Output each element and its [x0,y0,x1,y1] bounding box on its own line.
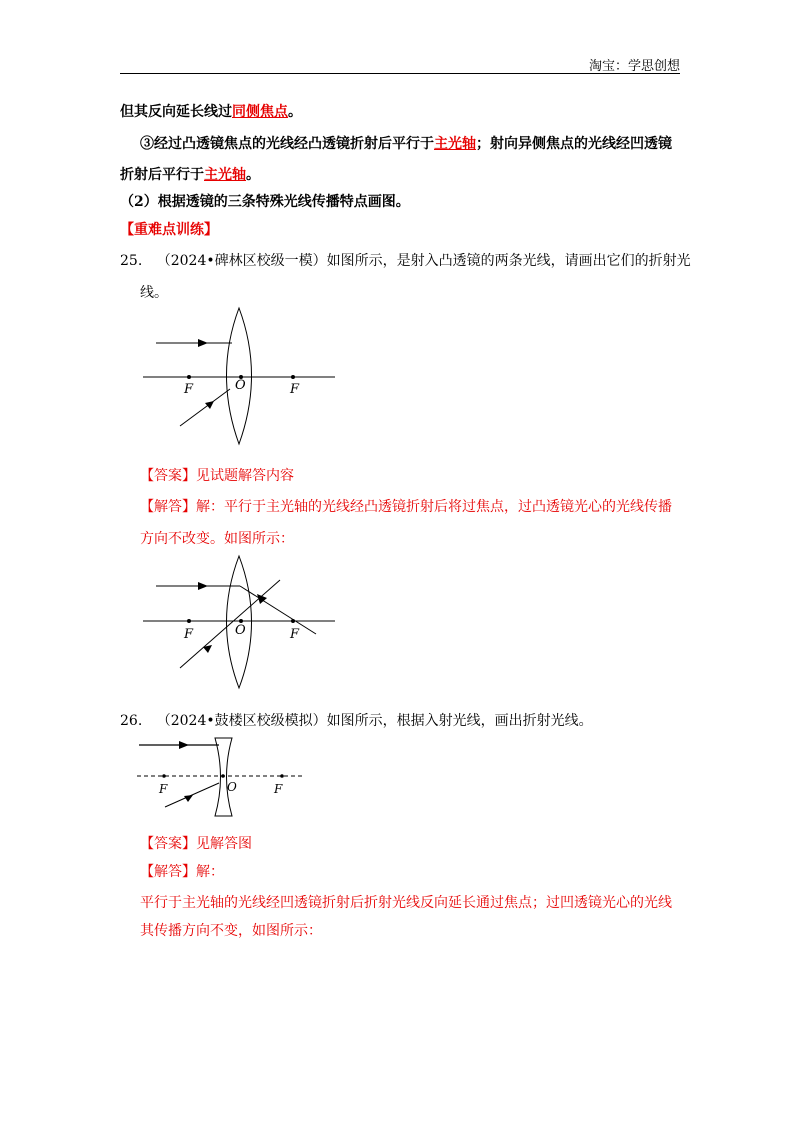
q26-answer-text: 见解答图 [196,836,252,852]
q25-stem-line1 [120,250,691,270]
q26-number: 26. [120,713,143,729]
line-1-end: 。 [288,104,302,120]
section-title: 【重难点训练】 [120,222,218,238]
q26-solution-line1: 平行于主光轴的光线经凹透镜折射后折射光线反向延长通过焦点；过凹透镜光心的光线 [140,895,672,911]
line-2 [140,133,672,153]
q26-answer-tag: 【答案】 [140,836,196,852]
q25-stem-line2: 线。 [140,285,168,301]
label-f-right: F [290,382,300,397]
label-o: O [235,378,246,393]
q26-solution-line0 [140,861,224,881]
arrow-icon [198,339,208,347]
focus-point-right [291,375,295,379]
optical-center-point [221,774,225,778]
line-2-end: ；射向异侧焦点的光线经凹透镜 [476,136,672,152]
arrow-icon [205,401,214,409]
label-f-left: F [159,782,168,796]
q25-solution-line1 [140,496,672,516]
line-3-text: 折射后平行于 [120,167,204,183]
focus-point-right [291,619,295,623]
q26-solution-text0: 解： [196,864,224,880]
line-1-highlight: 同侧焦点 [232,104,288,120]
q25-solution-line2: 方向不改变。如图所示： [140,531,294,547]
label-f-right: F [290,627,300,642]
line-4: （2）根据透镜的三条特殊光线传播特点画图。 [120,194,410,210]
line-2-highlight: 主光轴 [434,136,476,152]
q25-source: （2024•碑林区校级一模） [156,253,327,269]
line-2-text: ③经过凸透镜焦点的光线经凸透镜折射后平行于 [140,136,434,152]
q26-concave-lens-figure [135,732,310,822]
line-3-end: 。 [246,167,260,183]
q25-answer-tag: 【答案】 [140,468,196,484]
q25-solution-tag: 【解答】 [140,499,196,515]
q26-solution-tag: 【解答】 [140,864,196,880]
label-o: O [235,623,246,638]
focus-point-right [280,774,284,778]
q25-number: 25. [120,253,143,269]
q25-text1: 如图所示，是射入凸透镜的两条光线，请画出它们的折射光 [326,253,691,269]
q25-solution-text1: 解：平行于主光轴的光线经凸透镜折射后将过焦点，过凸透镜光心的光线传播 [196,499,672,515]
page-header [120,55,680,74]
line-1-text: 但其反向延长线过 [120,104,232,120]
incident-ray-center [165,783,219,807]
label-f-left: F [184,627,194,642]
q26-text1: 如图所示，根据入射光线，画出折射光线。 [326,713,593,729]
header-text: 淘宝：学思创想 [588,59,680,74]
label-o: O [227,780,237,794]
focus-point-left [187,375,191,379]
line-1 [120,101,302,121]
convex-lens-icon [227,556,252,688]
line-3 [120,164,260,184]
arrow-icon [179,741,189,749]
q26-solution-line2: 其传播方向不变，如图所示： [140,923,322,939]
label-f-left: F [184,382,194,397]
focus-point-left [162,774,166,778]
q26-source: （2024•鼓楼区校级模拟） [156,713,327,729]
label-f-right: F [274,782,283,796]
q26-answer [140,833,252,853]
convex-lens-icon [227,308,252,444]
q25-answer-text: 见试题解答内容 [196,468,294,484]
q25-answer [140,465,294,485]
line-3-highlight: 主光轴 [204,167,246,183]
arrow-icon [198,582,208,590]
q25-answer-figure [140,550,340,695]
q25-convex-lens-figure [140,300,340,450]
q26-stem-line1 [120,710,593,730]
focus-point-left [187,619,191,623]
